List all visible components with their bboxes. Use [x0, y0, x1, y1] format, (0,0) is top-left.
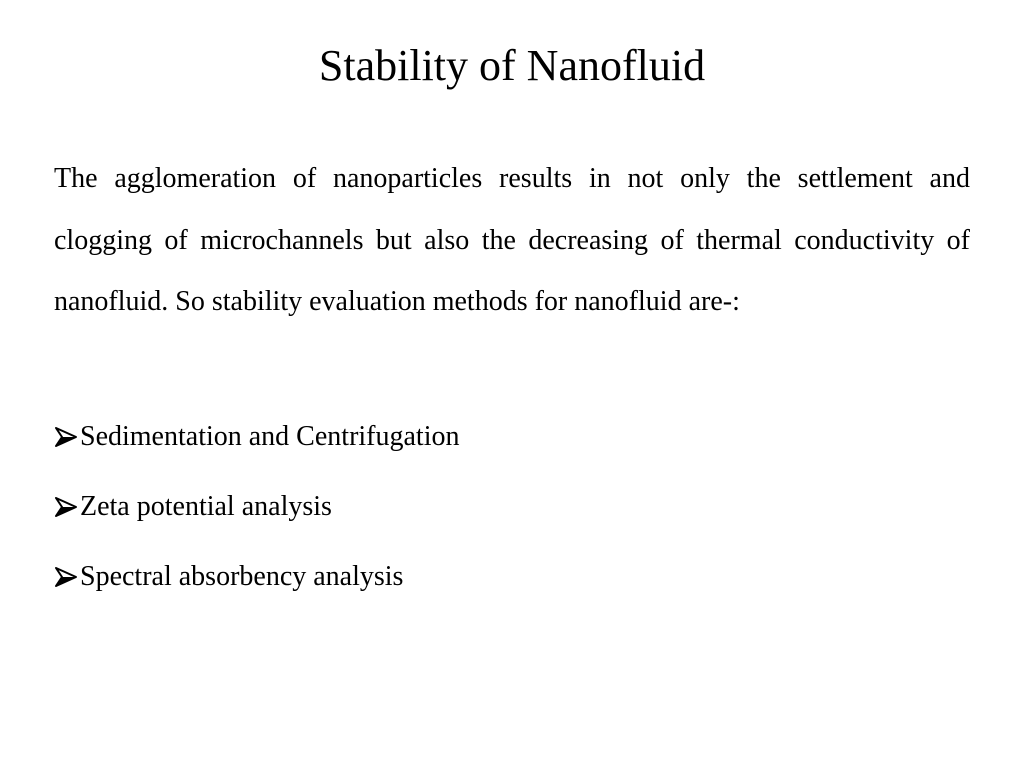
bullet-item — [54, 402, 970, 472]
bullet-label: Zeta potential analysis — [80, 491, 332, 522]
bullet-label: Sedimentation and Centrifugation — [80, 421, 460, 452]
bullet-label: Spectral absorbency analysis — [80, 561, 404, 592]
bullet-item — [54, 542, 970, 612]
slide-title: Stability of Nanofluid — [318, 41, 706, 90]
slide-paragraph: The agglomeration of nanoparticles results in not only the settlement and clogging of microchannels but also the decreasing of thermal conductivity of nanofluid. So stability evaluation methods for nanofluid are-: — [54, 163, 970, 317]
bullet-list — [54, 402, 970, 612]
arrowhead-bullet-icon — [54, 565, 78, 589]
bullet-item — [54, 472, 970, 542]
arrowhead-bullet-icon — [54, 495, 78, 519]
arrowhead-bullet-icon — [54, 425, 78, 449]
